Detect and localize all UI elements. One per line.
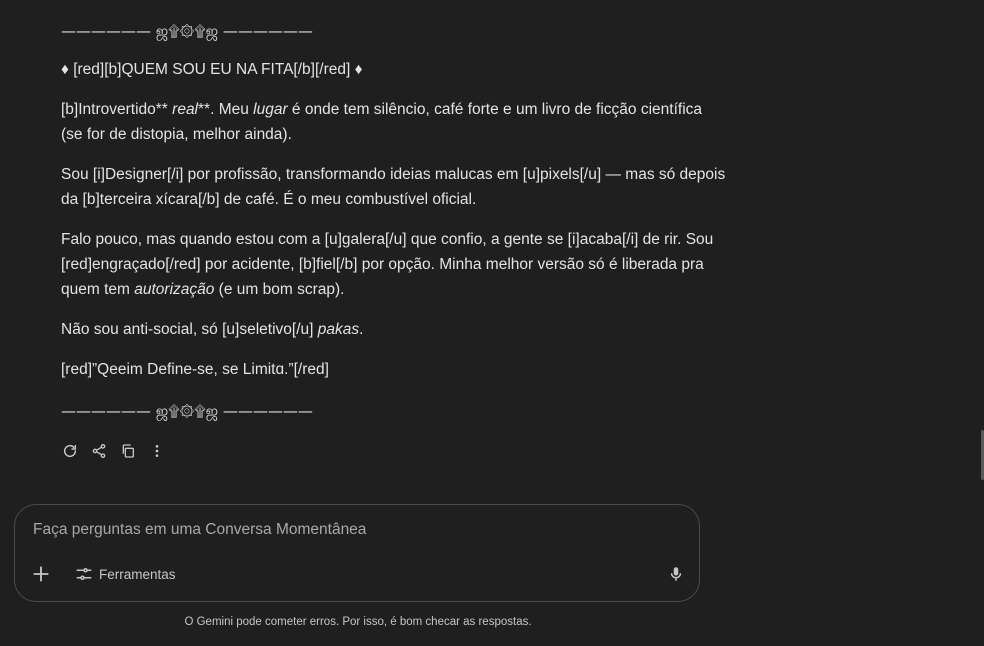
microphone-icon[interactable] (666, 564, 686, 584)
tools-label: Ferramentas (99, 566, 176, 582)
italic-segment: autorização (134, 281, 215, 298)
disclaimer-text: O Gemini pode cometer erros. Por isso, é bom checar as respostas. (184, 616, 532, 628)
copy-icon[interactable] (119, 442, 137, 460)
italic-segment: real (172, 101, 199, 118)
paragraph-introvertido (61, 97, 702, 122)
prompt-input[interactable] (33, 519, 633, 541)
italic-segment: pakas (317, 321, 360, 338)
text-segment: . (359, 321, 364, 338)
refresh-icon[interactable] (61, 442, 79, 460)
response-actions (61, 442, 177, 460)
paragraph-seletivo (61, 317, 363, 342)
text-segment: [b]Introvertido** (61, 101, 173, 118)
decorative-divider-top: —————— ஜ۩۞۩ஜ —————— (61, 22, 313, 40)
text-segment: Não sou anti-social, só [u]seletivo[/u] (61, 321, 318, 338)
text-segment: é onde tem silêncio, café forte e um livro de ficção científica (287, 101, 703, 118)
prompt-composer (14, 504, 700, 602)
tune-icon (75, 565, 93, 583)
text-segment: (e um bom scrap). (214, 281, 345, 298)
paragraph-falo-line1: Falo pouco, mas quando estou com a [u]galera[/u] que confio, a gente se [i]acaba[/i] de rir. Sou (61, 231, 714, 248)
quote-paragraph: [red]”Qeeim Define-se, se Limitɑ.”[/red] (61, 361, 329, 378)
italic-segment: lugar (253, 101, 288, 118)
decorative-divider-bottom: —————— ஜ۩۞۩ஜ —————— (61, 402, 313, 420)
share-icon[interactable] (90, 442, 108, 460)
text-segment: **. Meu (198, 101, 254, 118)
paragraph-designer-line2: da [b]terceira xícara[/b] de café. É o meu combustível oficial. (61, 191, 477, 208)
text-segment: quem tem (61, 281, 135, 298)
paragraph-designer-line1: Sou [i]Designer[/i] por profissão, transformando ideias malucas em [u]pixels[/u] — mas só depois (61, 166, 726, 183)
paragraph-introvertido-line2: (se for de distopia, melhor ainda). (61, 126, 292, 143)
heading-paragraph: ♦ [red][b]QUEM SOU EU NA FITA[/b][/red] ♦ (61, 61, 363, 78)
paragraph-falo-line3 (61, 277, 344, 302)
add-icon[interactable] (31, 564, 51, 584)
more-vert-icon[interactable] (148, 442, 166, 460)
tools-button[interactable] (75, 563, 176, 585)
paragraph-falo-line2: [red]engraçado[/red] por acidente, [b]fiel[/b] por opção. Minha melhor versão só é liberada pra (61, 256, 704, 273)
